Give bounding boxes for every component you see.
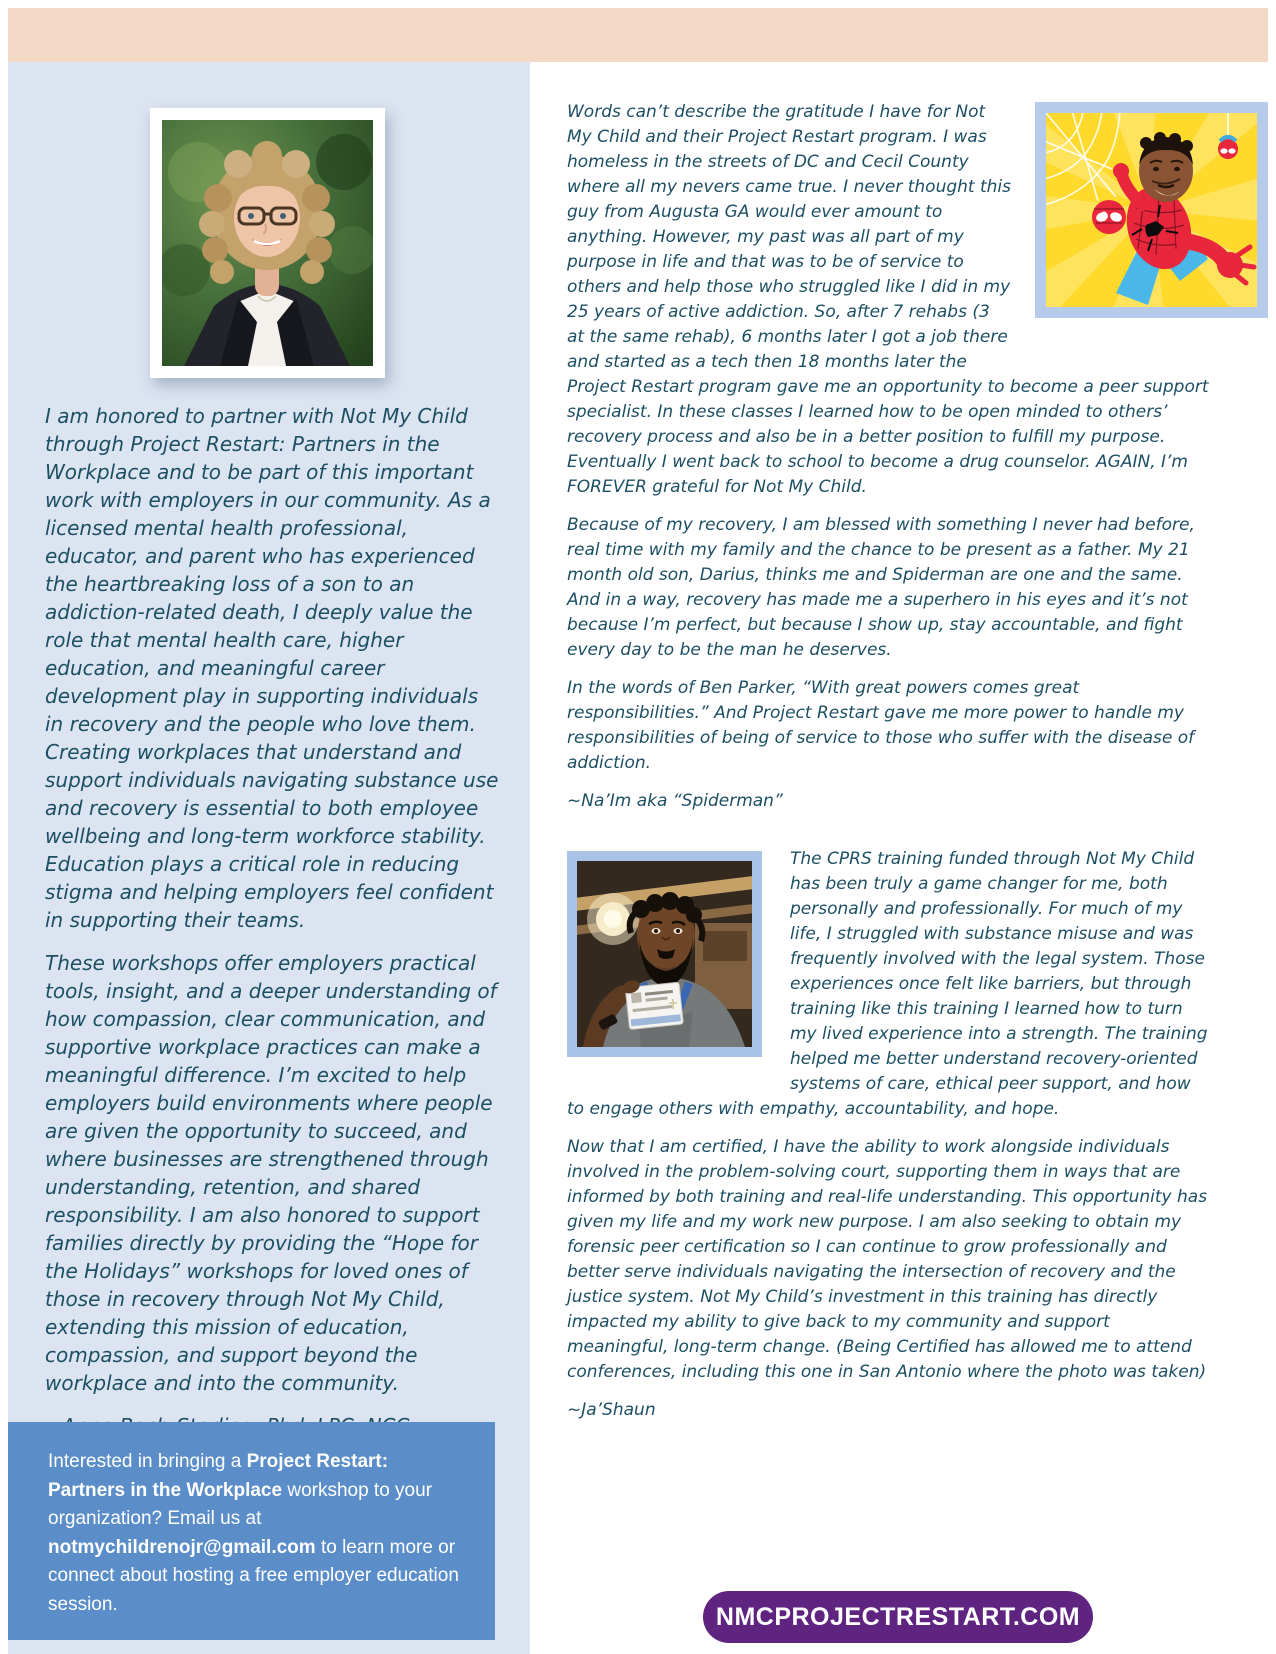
naim-spiderman-photo [1035,102,1268,318]
jashaun-paragraph-2: Now that I am certified, I have the ability to work alongside individuals involved in the problem-solving court, supporting them in ways that are informed by both training and real-life understanding. This opportunity has given my life and my work new purpose. I am also seeking to obtain my forensic peer certification so I can continue to grow professionally and better serve individuals navigating the intersection of recovery and the justice system. Not My Child’s investment in this training has directly impacted my ability to give back to my community and support meaningful, long-term change. (Being Certified has allowed me to attend conferences, including this one in San Antonio where the photo was taken) [567,1137,1208,1382]
right-column [530,62,1276,1436]
naim-section [567,100,1210,814]
jashaun-signature: ~Ja’Shaun [567,1400,656,1420]
naim-paragraph-1: Words can’t describe the gratitude I have for Not My Child and their Project Restart program. I was homeless in the streets of DC and Cecil County where all my nevers came true. I never thought this guy from Augusta GA would ever amount to anything. However, my past was all part of my purpose in life and that was to be of service to others and help those who struggled like I did in my 25 years of active addiction. So, after 7 rehabs (3 at the same rehab), 6 months later I got a job there and started as a tech then 18 months later the Project Restart program gave me an opportunity to become a peer support specialist. In these classes I learned how to be open minded to others’ recovery process and also be in a better position to fulfill my purpose. Eventually I went back to school to become a drug counselor. AGAIN, I’m FOREVER grateful for Not My Child. [567,102,1209,497]
anne-testimonial [8,378,530,1440]
cta-text-2: workshop to your organization? Email us at [48,1479,433,1529]
anne-paragraph-1: I am honored to partner with Not My Child through Project Restart: Partners in the Workplace and to be part of this important work with employers in our community. As a licensed mental health professional, educator, and parent who has experienced the heartbreaking loss of a son to an addiction-related death, I deeply value the role that mental health care, higher education, and meaningful career development play in supporting individuals in recovery and the people who love them. Creating workplaces that understand and support individuals navigating substance use and recovery is essential to both employee wellbeing and long-term workforce stability. Education plays a critical role in reducing stigma and helping employers feel confident in supporting their teams. [45,404,499,932]
left-column [8,62,530,1654]
naim-paragraph-3: In the words of Ben Parker, “With great powers comes great responsibilities.” And Project Restart gave me more power to handle my responsibilities of being of service to those who suffer with the disease of addiction. [567,678,1195,773]
anne-portrait-illustration [162,120,373,366]
small-spiderman-mask [1092,200,1126,234]
website-button[interactable]: NMCPROJECTRESTART.COM [703,1591,1093,1643]
cta-text-1: Interested in bringing a [48,1451,247,1472]
anne-portrait-photo [150,108,385,378]
workshop-cta-box [8,1422,495,1640]
cta-program-name: Project Restart: Partners in the Workplace [48,1451,389,1501]
sky-clouds-banner [8,8,1268,62]
naim-signature: ~Na’Im aka “Spiderman” [567,791,783,811]
jashaun-paragraph-1: The CPRS training funded through Not My Child has been truly a game changer for me, both personally and professionally. For much of my life, I struggled with substance misuse and was frequently involved with the legal system. Those experiences once felt like barriers, but through training like this training I learned how to turn my lived experience into a strength. The training helped me better understand recovery-oriented systems of care, ethical peer support, and how to engage others with empathy, accountability, and hope. [567,849,1208,1119]
spiderman-illustration [1046,113,1257,307]
jashaun-section [567,847,1210,1423]
cta-email-address[interactable]: notmychildrenojr@gmail.com [48,1536,316,1558]
cta-text-3: to learn more or connect about hosting a free employer education session. [48,1536,459,1615]
naim-paragraph-2: Because of my recovery, I am blessed with something I never had before, real time with my family and the chance to be present as a father. My 21 month old son, Darius, thinks me and Spiderman are one and the same. And in a way, recovery has made me a superhero in his eyes and it’s not because I’m perfect, but because I show up, stay accountable, and fight every day to be the man he deserves. [567,515,1195,660]
jashaun-photo [567,851,762,1057]
anne-paragraph-2: These workshops offer employers practical tools, insight, and a deeper understanding of how compassion, clear communication, and supportive workplace practices can make a meaningful difference. I’m excited to help employers build environments where people are given the opportunity to succeed, and where businesses are strengthened through understanding, retention, and shared responsibility. I am also honored to support families directly by providing the “Hope for the Holidays” workshops for loved ones of those in recovery through Not My Child, extending this mission of education, compassion, and support beyond the workplace and into the community. [45,951,497,1395]
jashaun-selfie-illustration [577,861,752,1047]
